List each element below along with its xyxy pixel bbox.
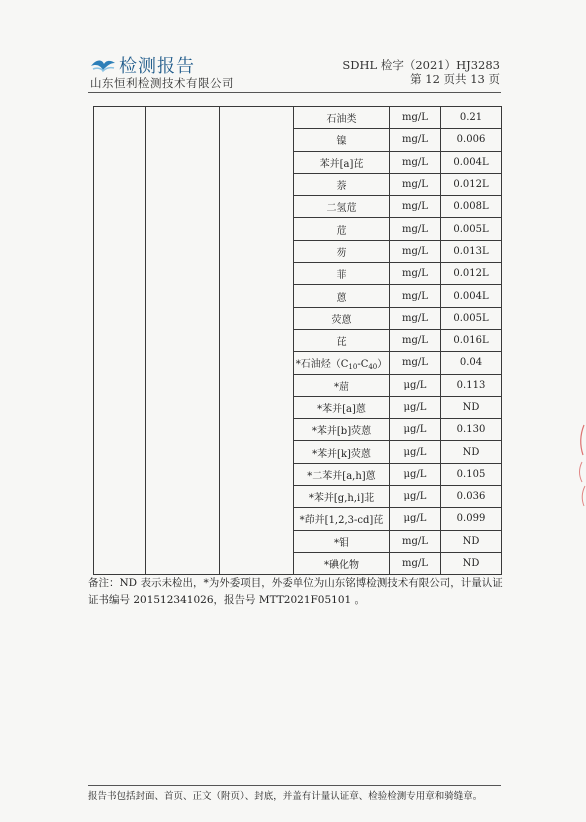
blank-cell <box>94 396 146 418</box>
results-table-body <box>94 107 502 575</box>
blank-cell <box>220 307 294 329</box>
value-cell: ND <box>441 530 502 552</box>
blank-cell <box>220 263 294 285</box>
unit-cell: μg/L <box>390 463 441 485</box>
unit-cell: mg/L <box>390 196 441 218</box>
blank-cell <box>94 263 146 285</box>
blank-cell <box>220 173 294 195</box>
table-row <box>94 151 502 173</box>
note-line-1: 备注：ND 表示未检出，*为外委项目，外委单位为山东铭博检测技术有限公司，计量认证 <box>88 577 503 589</box>
blank-cell <box>146 441 220 463</box>
blank-cell <box>146 530 220 552</box>
value-cell: 0.105 <box>441 463 502 485</box>
value-cell: 0.113 <box>441 374 502 396</box>
blank-cell <box>146 129 220 151</box>
blank-cell <box>220 396 294 418</box>
footer-divider <box>88 785 501 786</box>
note <box>88 575 508 609</box>
blank-cell <box>220 419 294 441</box>
value-cell: ND <box>441 441 502 463</box>
value-cell: 0.012L <box>441 263 502 285</box>
blank-cell <box>94 486 146 508</box>
value-cell: 0.016L <box>441 329 502 351</box>
table-row <box>94 285 502 307</box>
value-cell: 0.005L <box>441 307 502 329</box>
unit-cell: mg/L <box>390 552 441 574</box>
blank-cell <box>94 285 146 307</box>
note-line-2: 证书编号 201512341026，报告号 MTT2021F05101 。 <box>88 594 366 606</box>
blank-cell <box>146 552 220 574</box>
blank-cell <box>94 552 146 574</box>
blank-cell <box>94 218 146 240</box>
footer-text: 报告书包括封面、首页、正文（附页）、封底，并盖有计量认证章、检验检测专用章和骑缝章。 <box>88 791 483 802</box>
blank-cell <box>94 463 146 485</box>
item-cell: 芴 <box>294 240 390 262</box>
blank-cell <box>146 352 220 374</box>
value-cell: ND <box>441 552 502 574</box>
blank-cell <box>94 352 146 374</box>
blank-cell <box>146 508 220 530</box>
table-row <box>94 352 502 374</box>
blank-cell <box>146 374 220 396</box>
value-cell: 0.004L <box>441 151 502 173</box>
header-divider <box>88 92 501 93</box>
item-cell: *钼 <box>294 530 390 552</box>
value-cell: ND <box>441 396 502 418</box>
blank-cell <box>220 552 294 574</box>
unit-cell: μg/L <box>390 396 441 418</box>
unit-cell: mg/L <box>390 151 441 173</box>
blank-cell <box>146 263 220 285</box>
blank-cell <box>146 107 220 129</box>
value-cell: 0.21 <box>441 107 502 129</box>
blank-cell <box>220 218 294 240</box>
unit-cell: mg/L <box>390 285 441 307</box>
blank-cell <box>220 151 294 173</box>
value-cell: 0.004L <box>441 285 502 307</box>
blank-cell <box>146 173 220 195</box>
table-row <box>94 263 502 285</box>
blank-cell <box>94 240 146 262</box>
blank-cell <box>220 508 294 530</box>
unit-cell: mg/L <box>390 240 441 262</box>
blank-cell <box>146 486 220 508</box>
item-text: -C <box>357 358 369 370</box>
item-cell: 萘 <box>294 173 390 195</box>
value-cell: 0.130 <box>441 419 502 441</box>
seal-fragment-icon <box>574 420 586 510</box>
blank-cell <box>94 173 146 195</box>
blank-cell <box>146 396 220 418</box>
blank-cell <box>94 374 146 396</box>
value-cell: 0.012L <box>441 173 502 195</box>
table-row <box>94 307 502 329</box>
logo-text: 检测报告 <box>119 56 195 77</box>
value-cell: 0.04 <box>441 352 502 374</box>
item-cell: 荧蒽 <box>294 307 390 329</box>
item-cell: *苯并[g,h,i]苝 <box>294 486 390 508</box>
blank-cell <box>146 151 220 173</box>
blank-cell <box>94 441 146 463</box>
item-cell: 菲 <box>294 263 390 285</box>
unit-cell: mg/L <box>390 352 441 374</box>
blank-cell <box>146 307 220 329</box>
blank-cell <box>220 374 294 396</box>
table-row <box>94 173 502 195</box>
blank-cell <box>94 196 146 218</box>
table-row <box>94 107 502 129</box>
blank-cell <box>146 196 220 218</box>
item-cell: 石油类 <box>294 107 390 129</box>
blank-cell <box>220 240 294 262</box>
company-logo-icon <box>90 57 116 73</box>
table-row <box>94 240 502 262</box>
table-row <box>94 530 502 552</box>
blank-cell <box>146 240 220 262</box>
item-cell: *䓛 <box>294 374 390 396</box>
item-cell: 苯并[a]芘 <box>294 151 390 173</box>
item-cell: 二氢苊 <box>294 196 390 218</box>
blank-cell <box>220 530 294 552</box>
unit-cell: μg/L <box>390 441 441 463</box>
unit-cell: mg/L <box>390 530 441 552</box>
blank-cell <box>220 463 294 485</box>
page-indicator: 第 12 页共 13 页 <box>410 72 500 86</box>
table-row <box>94 218 502 240</box>
item-cell: *二苯并[a,h]蒽 <box>294 463 390 485</box>
value-cell: 0.013L <box>441 240 502 262</box>
table-row <box>94 419 502 441</box>
subscript: 40 <box>368 362 378 371</box>
table-row <box>94 196 502 218</box>
unit-cell: mg/L <box>390 129 441 151</box>
table-row <box>94 508 502 530</box>
blank-cell <box>220 196 294 218</box>
unit-cell: mg/L <box>390 263 441 285</box>
item-cell: *碘化物 <box>294 552 390 574</box>
unit-cell: μg/L <box>390 508 441 530</box>
blank-cell <box>94 307 146 329</box>
blank-cell <box>94 129 146 151</box>
table-row <box>94 463 502 485</box>
unit-cell: μg/L <box>390 419 441 441</box>
blank-cell <box>94 508 146 530</box>
unit-cell: mg/L <box>390 173 441 195</box>
unit-cell: mg/L <box>390 218 441 240</box>
blank-cell <box>94 419 146 441</box>
blank-cell <box>94 107 146 129</box>
unit-cell: mg/L <box>390 307 441 329</box>
blank-cell <box>220 129 294 151</box>
report-number: SDHL 检字（2021）HJ3283 <box>342 58 500 72</box>
value-cell: 0.006 <box>441 129 502 151</box>
item-cell: 镍 <box>294 129 390 151</box>
subscript: 10 <box>348 362 358 371</box>
table-row <box>94 374 502 396</box>
unit-cell: mg/L <box>390 107 441 129</box>
value-cell: 0.005L <box>441 218 502 240</box>
item-cell: *茚并[1,2,3-cd]芘 <box>294 508 390 530</box>
blank-cell <box>94 329 146 351</box>
item-cell: *苯并[b]荧蒽 <box>294 419 390 441</box>
table-row <box>94 396 502 418</box>
blank-cell <box>146 285 220 307</box>
item-cell: *苯并[a]蒽 <box>294 396 390 418</box>
blank-cell <box>94 151 146 173</box>
item-cell: 芘 <box>294 329 390 351</box>
unit-cell: μg/L <box>390 374 441 396</box>
blank-cell <box>220 285 294 307</box>
item-cell: 苊 <box>294 218 390 240</box>
unit-cell: mg/L <box>390 329 441 351</box>
blank-cell <box>220 107 294 129</box>
results-table <box>93 106 502 575</box>
blank-cell <box>220 352 294 374</box>
item-cell: *苯并[k]荧蒽 <box>294 441 390 463</box>
table-row <box>94 441 502 463</box>
blank-cell <box>146 218 220 240</box>
item-text: *石油烃（C <box>295 358 349 370</box>
blank-cell <box>220 329 294 351</box>
blank-cell <box>146 463 220 485</box>
blank-cell <box>220 486 294 508</box>
item-cell: 蒽 <box>294 285 390 307</box>
blank-cell <box>94 530 146 552</box>
value-cell: 0.099 <box>441 508 502 530</box>
table-row <box>94 552 502 574</box>
value-cell: 0.008L <box>441 196 502 218</box>
value-cell: 0.036 <box>441 486 502 508</box>
unit-cell: μg/L <box>390 486 441 508</box>
table-row <box>94 129 502 151</box>
item-text: ） <box>377 358 388 370</box>
company-name: 山东恒利检测技术有限公司 <box>90 76 234 90</box>
blank-cell <box>220 441 294 463</box>
blank-cell <box>146 329 220 351</box>
item-cell <box>294 352 390 374</box>
table-row <box>94 486 502 508</box>
blank-cell <box>146 419 220 441</box>
table-row <box>94 329 502 351</box>
